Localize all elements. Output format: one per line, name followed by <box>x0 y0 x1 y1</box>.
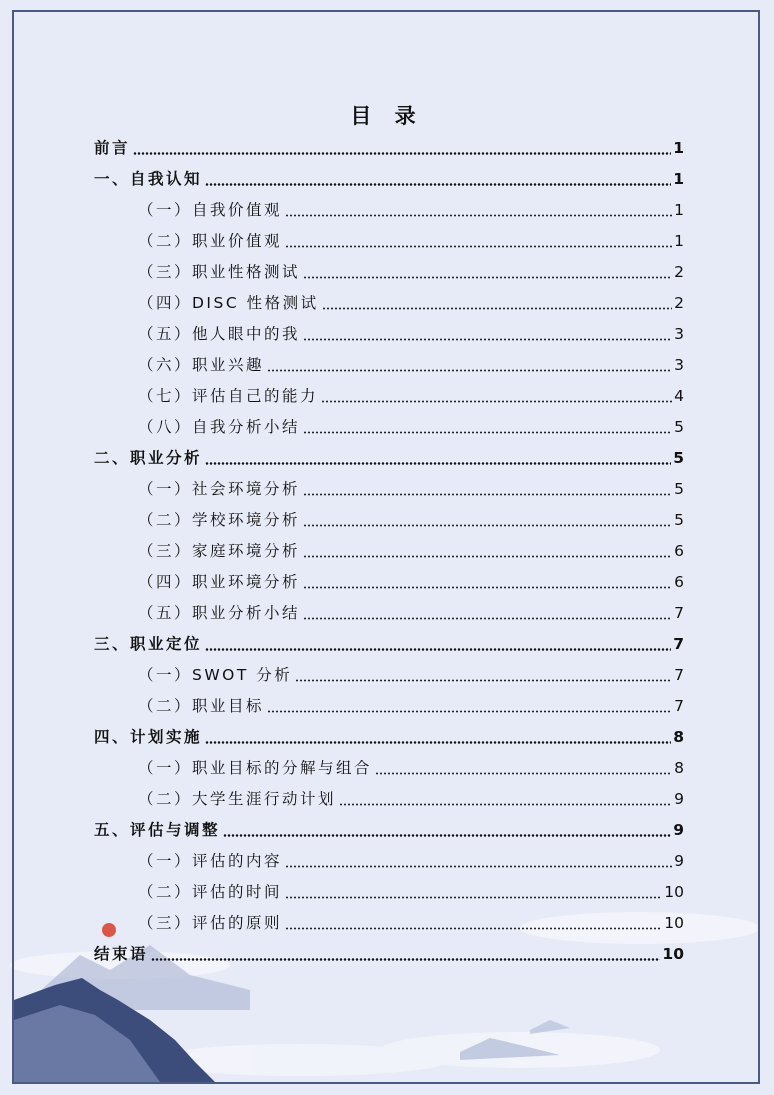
toc-entry-page: 2 <box>674 263 684 281</box>
toc-entry-label: （一）自我价值观 <box>138 201 283 219</box>
dot-leader <box>303 555 672 558</box>
dot-leader <box>303 493 672 496</box>
toc-entry-page: 7 <box>673 635 684 653</box>
dot-leader <box>267 369 672 372</box>
toc-entry[interactable] <box>94 443 684 474</box>
toc-entry[interactable] <box>94 536 684 567</box>
dot-leader <box>303 524 672 527</box>
toc-entry-label: （二）职业目标 <box>138 697 265 715</box>
toc-entry-label: 结束语 <box>94 945 149 963</box>
dot-leader <box>285 865 672 868</box>
toc-entry-label: （八）自我分析小结 <box>138 418 301 436</box>
toc-entry[interactable] <box>94 350 684 381</box>
toc-entry-label: （一）社会环境分析 <box>138 480 301 498</box>
toc-entry[interactable] <box>94 722 684 753</box>
toc-entry-page: 3 <box>674 325 684 343</box>
dot-leader <box>339 803 672 806</box>
toc-entry[interactable] <box>94 164 684 195</box>
toc-entry-page: 1 <box>674 232 684 250</box>
dot-leader <box>205 648 671 651</box>
toc-entry-label: （二）学校环境分析 <box>138 511 301 529</box>
toc-entry[interactable] <box>94 815 684 846</box>
dot-leader <box>205 741 671 744</box>
toc-entry-page: 6 <box>674 542 684 560</box>
dot-leader <box>295 679 672 682</box>
toc-entry[interactable] <box>94 691 684 722</box>
toc-entry[interactable] <box>94 629 684 660</box>
toc-entry-page: 5 <box>674 480 684 498</box>
toc-entry-page: 6 <box>674 573 684 591</box>
toc-entry-page: 5 <box>673 449 684 467</box>
toc-entry[interactable] <box>94 598 684 629</box>
toc-entry-label: 二、职业分析 <box>94 449 203 467</box>
dot-leader <box>303 586 672 589</box>
toc-entry-page: 7 <box>674 604 684 622</box>
dot-leader <box>375 772 672 775</box>
toc-entry-label: 三、职业定位 <box>94 635 203 653</box>
toc-entry-label: （二）大学生涯行动计划 <box>138 790 337 808</box>
toc-entry[interactable] <box>94 474 684 505</box>
toc-entry-page: 7 <box>674 666 684 684</box>
toc-entry-page: 3 <box>674 356 684 374</box>
toc-entry-page: 7 <box>674 697 684 715</box>
toc-entry-page: 5 <box>674 511 684 529</box>
toc-entry[interactable] <box>94 133 684 164</box>
toc-entry-page: 1 <box>674 201 684 219</box>
dot-leader <box>303 431 672 434</box>
toc-entry[interactable] <box>94 660 684 691</box>
toc-entry-label: （三）家庭环境分析 <box>138 542 301 560</box>
dot-leader <box>285 927 662 930</box>
toc-entry-label: （三）职业性格测试 <box>138 263 301 281</box>
toc-entry-label: （一）职业目标的分解与组合 <box>138 759 373 777</box>
dot-leader <box>303 276 672 279</box>
toc-entry-label: （一）SWOT 分析 <box>138 666 293 684</box>
toc-entry-label: 四、计划实施 <box>94 728 203 746</box>
toc-title: 目 录 <box>350 104 424 128</box>
dot-leader <box>285 896 662 899</box>
toc-entry[interactable] <box>94 381 684 412</box>
toc-entry-label: 一、自我认知 <box>94 170 203 188</box>
toc-entry[interactable] <box>94 319 684 350</box>
toc-entry[interactable] <box>94 257 684 288</box>
toc-entry-page: 4 <box>674 387 684 405</box>
dot-leader <box>267 710 672 713</box>
toc-entry[interactable] <box>94 908 684 939</box>
toc-entry-page: 10 <box>664 883 684 901</box>
toc-entry-label: 五、评估与调整 <box>94 821 221 839</box>
toc-entry-label: （四）DISC 性格测试 <box>138 294 319 312</box>
dot-leader <box>321 400 672 403</box>
toc-entry-page: 5 <box>674 418 684 436</box>
toc-entry-label: （七）评估自己的能力 <box>138 387 319 405</box>
toc-entry-label: （二）职业价值观 <box>138 232 283 250</box>
toc-entry-label: （六）职业兴趣 <box>138 356 265 374</box>
dot-leader <box>223 834 671 837</box>
toc-entry-page: 9 <box>673 821 684 839</box>
toc-entry-page: 9 <box>674 790 684 808</box>
toc-entry[interactable] <box>94 784 684 815</box>
toc-entry-label: （四）职业环境分析 <box>138 573 301 591</box>
dot-leader <box>285 245 672 248</box>
toc-entry-page: 1 <box>673 139 684 157</box>
dot-leader <box>205 183 671 186</box>
dot-leader <box>151 958 660 961</box>
table-of-contents <box>94 133 684 970</box>
dot-leader <box>285 214 672 217</box>
dot-leader <box>205 462 671 465</box>
toc-entry[interactable] <box>94 412 684 443</box>
toc-entry[interactable] <box>94 877 684 908</box>
toc-entry-label: （二）评估的时间 <box>138 883 283 901</box>
toc-entry[interactable] <box>94 753 684 784</box>
toc-entry-label: 前言 <box>94 139 131 157</box>
toc-entry[interactable] <box>94 288 684 319</box>
toc-entry-page: 9 <box>674 852 684 870</box>
toc-entry[interactable] <box>94 195 684 226</box>
toc-entry-page: 1 <box>673 170 684 188</box>
dot-leader <box>303 338 672 341</box>
toc-entry[interactable] <box>94 505 684 536</box>
toc-entry-label: （一）评估的内容 <box>138 852 283 870</box>
toc-entry-page: 10 <box>662 945 684 963</box>
toc-entry-label: （五）职业分析小结 <box>138 604 301 622</box>
toc-entry-label: （三）评估的原则 <box>138 914 283 932</box>
toc-entry[interactable] <box>94 939 684 970</box>
dot-leader <box>322 307 673 310</box>
toc-entry[interactable] <box>94 846 684 877</box>
toc-entry-page: 10 <box>664 914 684 932</box>
toc-entry-label: （五）他人眼中的我 <box>138 325 301 343</box>
toc-entry[interactable] <box>94 226 684 257</box>
toc-entry-page: 8 <box>673 728 684 746</box>
toc-entry-page: 2 <box>674 294 684 312</box>
toc-entry-page: 8 <box>674 759 684 777</box>
toc-entry[interactable] <box>94 567 684 598</box>
dot-leader <box>133 152 671 155</box>
dot-leader <box>303 617 672 620</box>
